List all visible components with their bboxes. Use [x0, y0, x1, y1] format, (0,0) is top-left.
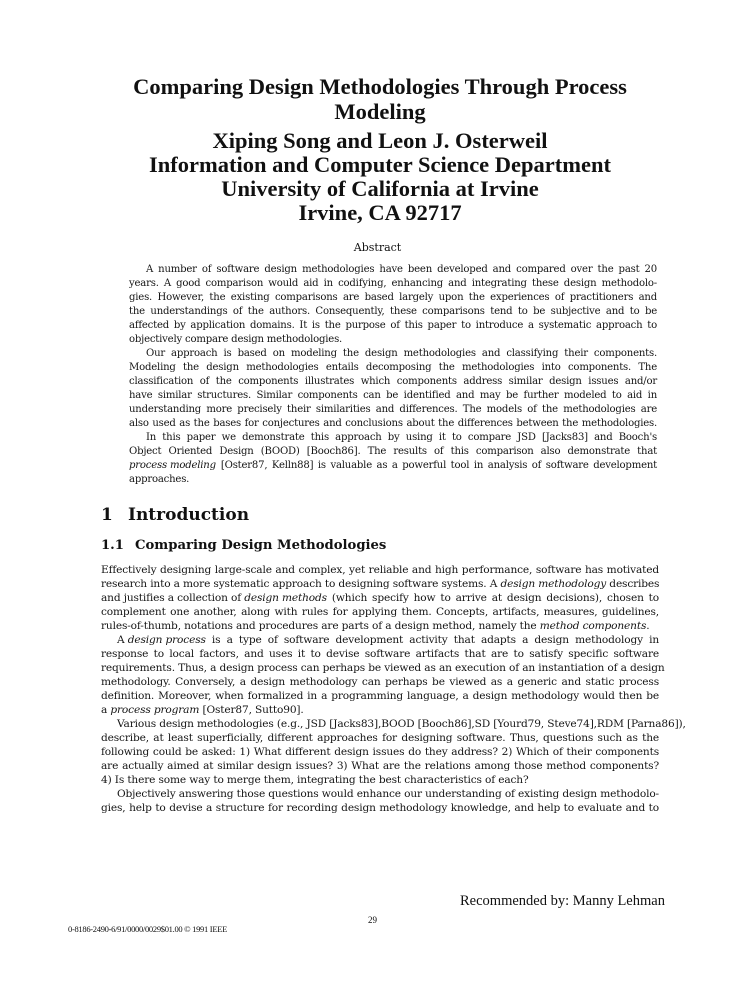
title-line-1: Comparing Design Methodologies Through Process: [133, 74, 627, 99]
abstract-line: years. A good comparison would aid in codifying, enhancing and integrating these design methodolo-: [129, 278, 657, 289]
text-run: describes: [606, 578, 660, 590]
paper-title: [60, 74, 700, 124]
abstract-line-rest: [Oster87, Kelln88] is valuable as a powerful tool in analysis of software development: [220, 460, 657, 471]
italic-term: design process: [127, 634, 206, 646]
abstract-line: Modeling the design methodologies entails decomposing the methodologies into components. The: [129, 362, 657, 373]
body-line: requirements. Thus, a design process can perhaps be viewed as an execution of an instantiation of a design: [101, 662, 665, 674]
affiliation-department: Information and Computer Science Department: [148, 152, 612, 177]
subsection-number: 1.1: [101, 538, 124, 553]
text-run: research into a more systematic approach to designing software systems. A: [101, 578, 501, 590]
abstract-line: also used as the bases for conjectures and conclusions about the differences between the methodologies.: [129, 418, 657, 429]
affiliation-university: University of California at Irvine: [221, 176, 539, 201]
italic-term: method components: [539, 620, 647, 632]
text-run: .: [646, 620, 650, 632]
affiliation-address: Irvine, CA 92717: [298, 200, 462, 225]
author-block: [60, 129, 700, 225]
abstract-line: A number of software design methodologies have been developed and compared over the past 20: [146, 264, 657, 275]
italic-term: design methodology: [500, 578, 607, 590]
italic-term: process program: [110, 704, 200, 716]
text-run: is a type of software development activity that adapts a design methodology in: [205, 634, 659, 646]
section-title: Introduction: [128, 505, 250, 525]
body-line: [101, 619, 659, 633]
abstract-line: have similar structures. Similar components can be identified and may be further modeled to aid in: [129, 390, 657, 401]
abstract-line: affected by application domains. It is the purpose of this paper to introduce a systematic approach to: [129, 320, 657, 331]
abstract-line: gies. However, the existing comparisons are based largely upon the experiences of practitioners and: [129, 292, 657, 303]
text-run: and justifies a collection of: [101, 592, 245, 604]
abstract-line: [129, 459, 657, 473]
body-line: Objectively answering those questions would enhance our understanding of existing design methodolo-: [117, 788, 659, 800]
italic-term: design methods: [244, 592, 327, 604]
text-run: A: [117, 634, 128, 646]
body-line: gies, help to devise a structure for recording design methodology knowledge, and help to evaluate and to: [101, 802, 659, 814]
recommended-by: Recommended by: Manny Lehman: [460, 893, 665, 909]
body-line: definition. Moreover, when formalized in a programming language, a design methodology would then be: [101, 690, 659, 702]
section-heading: [101, 505, 249, 525]
page-number: 29: [368, 915, 377, 925]
abstract-line: the understandings of the authors. Consequently, these comparisons tend to be subjective and to be: [129, 306, 657, 317]
body-line: Various design methodologies (e.g., JSD [Jacks83],BOOD [Booch86],SD [Yourd79, Steve74],RDM [Parna86]),: [117, 718, 686, 730]
body-line: [101, 591, 659, 605]
text-run: (which specify how to arrive at design decisions), chosen to: [326, 592, 659, 604]
authors: Xiping Song and Leon J. Osterweil: [212, 128, 548, 153]
text-run: [Oster87, Sutto90].: [199, 704, 304, 716]
body-line: methodology. Conversely, a design methodology can perhaps be viewed as a generic and static process: [101, 676, 659, 688]
body-line: [117, 633, 659, 647]
body-line: [101, 703, 304, 717]
subsection-title: Comparing Design Methodologies: [135, 538, 387, 553]
copyright-notice: 0-8186-2490-6/91/0000/0029$01.00 © 1991 IEEE: [68, 924, 227, 934]
title-line-2: Modeling: [334, 99, 426, 124]
abstract-line: Object Oriented Design (BOOD) [Booch86]. The results of this comparison also demonstrate that: [129, 446, 657, 457]
body-line: complement one another, along with rules for applying them. Concepts, artifacts, measures, guidelines,: [101, 606, 659, 618]
subsection-heading: [101, 538, 386, 554]
text-run: rules-of-thumb, notations and procedures are parts of a design method, namely the: [101, 620, 540, 632]
body-line: [101, 577, 659, 591]
abstract-line: classification of the components illustrates which components address similar design issues and/or: [129, 376, 657, 387]
italic-term: process modeling: [129, 460, 216, 471]
body-line: are actually aimed at similar design issues? 3) What are the relations among those method components?: [101, 760, 659, 772]
abstract-heading: Abstract: [353, 241, 402, 254]
abstract-line: Our approach is based on modeling the design methodologies and classifying their components.: [146, 348, 657, 359]
text-run: a: [101, 704, 111, 716]
body-line: following could be asked: 1) What different design issues do they address? 2) Which of their components: [101, 746, 659, 758]
body-line: Effectively designing large-scale and complex, yet reliable and high performance, software has motivated: [101, 564, 659, 576]
abstract-line: In this paper we demonstrate this approach by using it to compare JSD [Jacks83] and Booch's: [146, 432, 657, 443]
abstract-line: approaches.: [129, 474, 190, 485]
section-number: 1: [101, 505, 113, 525]
abstract-line: objectively compare design methodologies.: [129, 334, 343, 345]
body-line: describe, at least superficially, different approaches for designing software. Thus, questions such as the: [101, 732, 659, 744]
body-line: response to local factors, and uses it to devise software artifacts that are to satisfy specific software: [101, 648, 659, 660]
abstract-line: understanding more precisely their similarities and differences. The models of the methodologies are: [129, 404, 657, 415]
body-line: 4) Is there some way to merge them, integrating the best characteristics of each?: [101, 774, 529, 786]
